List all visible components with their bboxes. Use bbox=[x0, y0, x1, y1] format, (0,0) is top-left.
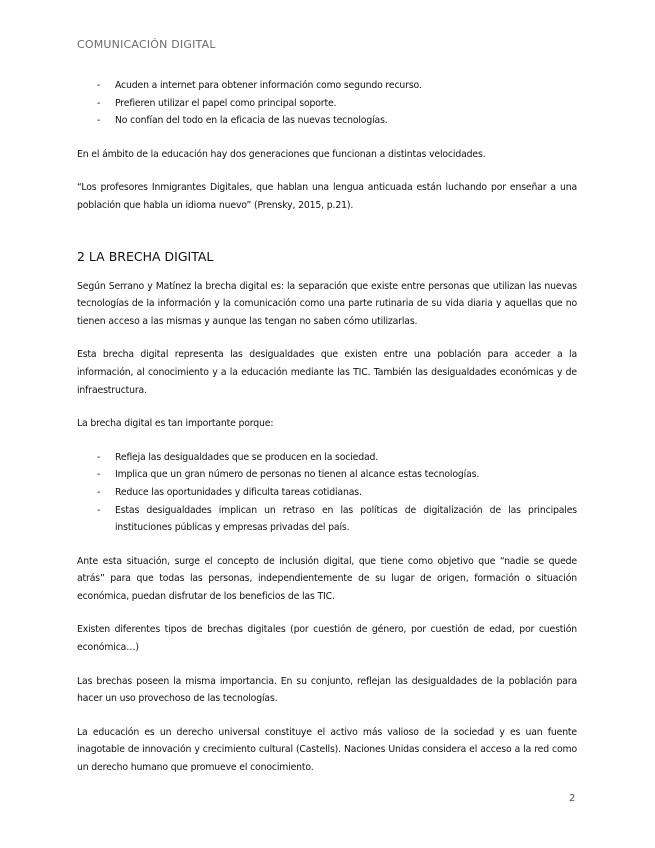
list-item: - Acuden a internet para obtener información como segundo recurso. bbox=[77, 77, 577, 95]
section-heading: 2 LA BRECHA DIGITAL bbox=[77, 248, 214, 264]
list-item: - No confían del todo en la eficacia de las nuevas tecnologías. bbox=[77, 112, 577, 130]
paragraph-inclusion: Ante esta situación, surge el concepto de inclusión digital, que tiene como objetivo que “nadie se quede atrás” para que todas las personas, independientemente de su lugar de origen, formación o situación económica, puedan disfrutar de los beneficios de las TIC. bbox=[77, 555, 577, 602]
paragraph-generations: En el ámbito de la educación hay dos generaciones que funcionan a distintas velocidades. bbox=[77, 148, 486, 160]
list-item: - Refleja las desigualdades que se producen en la sociedad. bbox=[77, 449, 577, 467]
quote-prensky: “Los profesores Inmigrantes Digitales, que hablan una lengua anticuada están luchando por enseñar a una población que habla un idioma nuevo” (Prensky, 2015, p.21). bbox=[77, 182, 577, 211]
list-item: - Estas desigualdades implican un retraso en las políticas de digitalización de las principales instituciones públicas y empresas privadas del país. bbox=[77, 502, 577, 537]
paragraph-importance: Las brechas poseen la misma importancia. En su conjunto, reflejan las desigualdades de la población para hacer un uso provechoso de las tecnologías. bbox=[77, 675, 577, 705]
characteristics-list bbox=[77, 77, 577, 130]
list-item: - Reduce las oportunidades y dificulta tareas cotidianas. bbox=[77, 484, 577, 502]
paragraph-importance-intro: La brecha digital es tan importante porque: bbox=[77, 418, 274, 430]
page-body bbox=[77, 77, 577, 777]
paragraph-inequalities: Esta brecha digital representa las desigualdades que existen entre una población para acceder a la información, al conocimiento y a la educación mediante las TIC. También las desigualdades económicas y de infraestructura. bbox=[77, 349, 577, 396]
importance-list bbox=[77, 449, 577, 537]
running-header: COMUNICACIÓN DIGITAL bbox=[77, 38, 216, 51]
list-item: - Prefieren utilizar el papel como principal soporte. bbox=[77, 95, 577, 113]
paragraph-types: Existen diferentes tipos de brechas digitales (por cuestión de género, por cuestión de edad, por cuestión económica…) bbox=[77, 624, 577, 654]
paragraph-education: La educación es un derecho universal constituye el activo más valioso de la sociedad y es uan fuente inagotable de innovación y crecimiento cultural (Castells). Naciones Unidas considera el acceso a la red como un derecho humano que promueve el conocimiento. bbox=[77, 726, 577, 774]
paragraph-definition: Según Serrano y Matínez la brecha digital es: la separación que existe entre personas que utilizan las nuevas tecnologías de la información y la comunicación como una parte rutinaria de su vida diaria y aquellas que no tienen acceso a las mismas y aunque las tengan no saben cómo utilizarlas. bbox=[77, 280, 577, 327]
page-number: 2 bbox=[569, 793, 576, 804]
list-item: - Implica que un gran número de personas no tienen al alcance estas tecnologías. bbox=[77, 466, 577, 484]
